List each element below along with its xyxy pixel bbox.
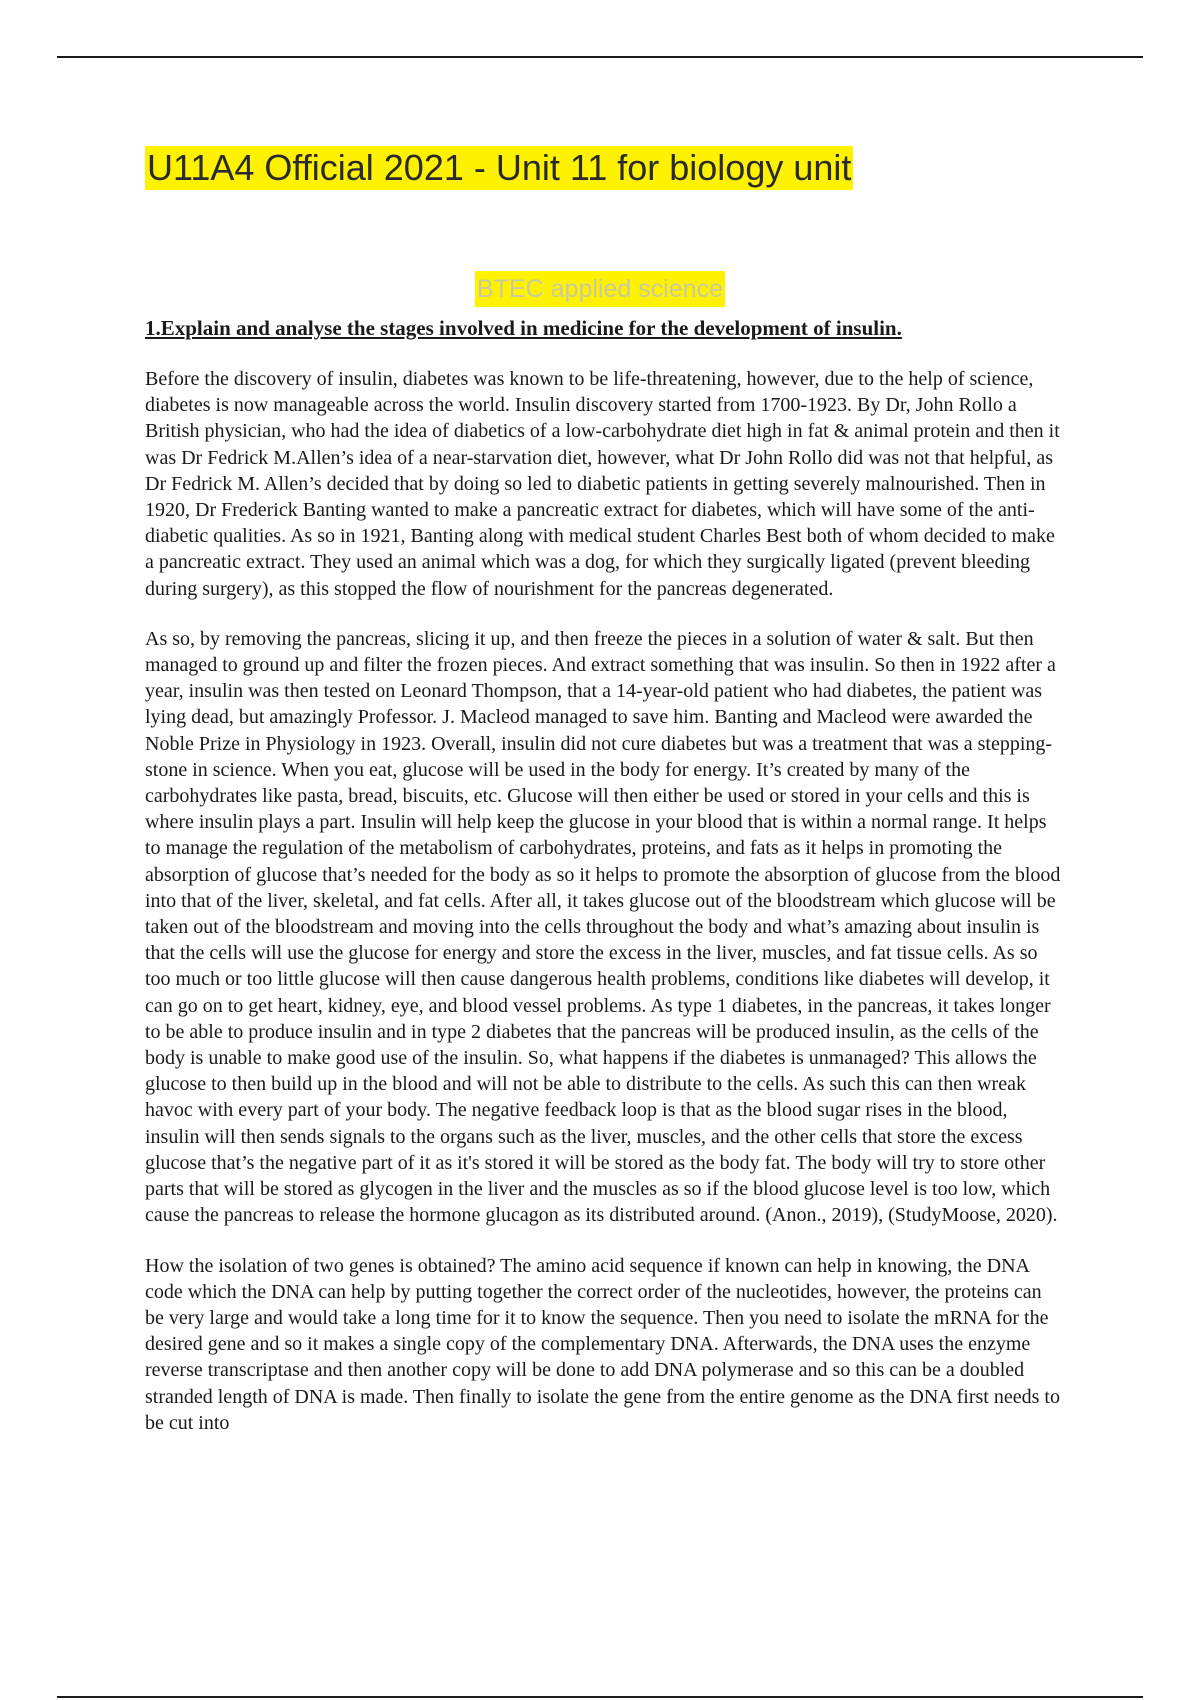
document-body [145, 366, 1065, 1460]
paragraph-3: How the isolation of two genes is obtained? The amino acid sequence if known can help in knowing, the DNA code which the DNA can help by putting together the correct order of the nucleotides, however, the proteins can be very large and would take a long time for it to know the sequence. Then you need to isolate the mRNA for the desired gene and so it makes a single copy of the complementary DNA. Afterwards, the DNA uses the enzyme reverse transcriptase and then another copy will be done to add DNA polymerase and so this can be a doubled stranded length of DNA is made. Then finally to isolate the gene from the entire genome as the DNA first needs to be cut into [145, 1254, 1060, 1434]
document-subtitle: BTEC applied science [475, 271, 725, 307]
paragraph-2: As so, by removing the pancreas, slicing it up, and then freeze the pieces in a solution of water & salt. But then managed to ground up and filter the frozen pieces. And extract something that was insulin. So then in 1922 after a year, insulin was then tested on Leonard Thompson, that a 14-year-old patient who had diabetes, the patient was lying dead, but amazingly Professor. J. Macleod managed to save him. Banting and Macleod were awarded the Noble Prize in Physiology in 1923. Overall, insulin did not cure diabetes but was a treatment that was a stepping-stone in science. When you eat, glucose will be used in the body for energy. It’s created by many of the carbohydrates like pasta, bread, biscuits, etc. Glucose will then either be used or stored in your cells and this is where insulin plays a part. Insulin will help keep the glucose in your blood that is within a normal range. It helps to manage the regulation of the metabolism of carbohydrates, proteins, and fats as it helps in promoting the absorption of glucose that’s needed for the body as so it helps to promote the absorption of glucose from the blood into that of the liver, skeletal, and fat cells. After all, it takes glucose out of the bloodstream which glucose will be taken out of the bloodstream and moving into the cells throughout the body and what’s amazing about insulin is that the cells will use the glucose for energy and store the excess in the liver, muscles, and fat tissue cells. As so too much or too little glucose will then cause dangerous health problems, conditions like diabetes will develop, it can go on to get heart, kidney, eye, and blood vessel problems. As type 1 diabetes, in the pancreas, it takes longer to be able to produce insulin and in type 2 diabetes that the pancreas will be produced insulin, as the cells of the body is unable to make good use of the insulin. So, what happens if the diabetes is unmanaged? This allows the glucose to then build up in the blood and will not be able to distribute to the cells. As such this can then wreak havoc with every part of your body. The negative feedback loop is that as the blood sugar rises in the blood, insulin will then sends signals to the organs such as the liver, muscles, and the other cells that store the excess glucose that’s the negative part of it as it's stored it will be stored as the body fat. The body will try to store other parts that will be stored as glycogen in the liver and the muscles as so if the blood glucose level is too low, which cause the pancreas to release the hormone glucagon as its distributed around. (Anon., 2019), (StudyMoose, 2020). [145, 627, 1061, 1227]
bottom-rule [57, 1696, 1143, 1698]
subtitle-container [0, 271, 1200, 307]
top-rule [57, 56, 1143, 58]
paragraph-1: Before the discovery of insulin, diabetes was known to be life-threatening, however, due to the help of science, diabetes is now manageable across the world. Insulin discovery started from 1700-1923. By Dr, John Rollo a British physician, who had the idea of diabetics of a low-carbohydrate diet high in fat & animal protein and then it was Dr Fedrick M.Allen’s idea of a near-starvation diet, however, what Dr John Rollo did was not that helpful, as Dr Fedrick M. Allen’s decided that by doing so led to diabetic patients in getting severely malnourished. Then in 1920, Dr Frederick Banting wanted to make a pancreatic extract for diabetes, which will have some of the anti-diabetic qualities. As so in 1921, Banting along with medical student Charles Best both of whom decided to make a pancreatic extract. They used an animal which was a dog, for which they surgically ligated (prevent bleeding during surgery), as this stopped the flow of nourishment for the pancreas degenerated. [145, 368, 1060, 600]
question-heading: 1.Explain and analyse the stages involved in medicine for the development of insulin. [145, 316, 902, 340]
document-title: U11A4 Official 2021 - Unit 11 for biology unit [147, 147, 852, 188]
